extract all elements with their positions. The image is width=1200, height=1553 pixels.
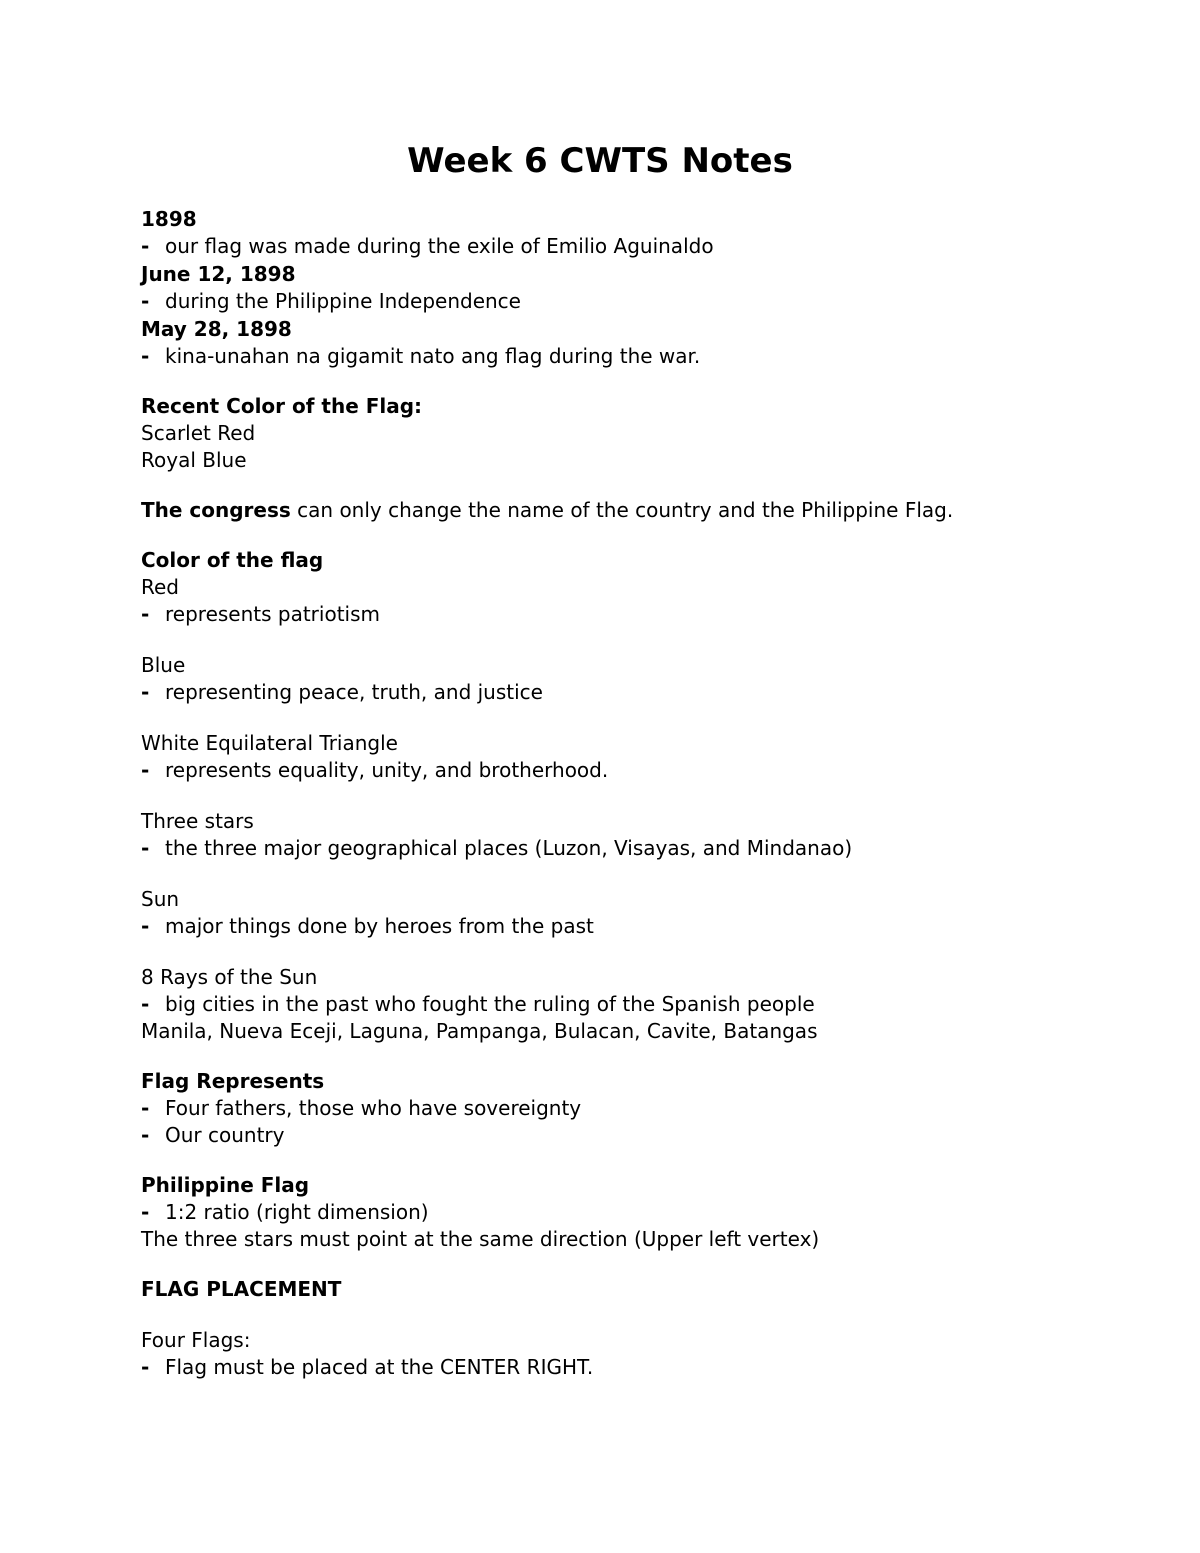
bullet-dash: - (141, 836, 150, 860)
bullet-dash: - (141, 602, 150, 626)
section-heading: FLAG PLACEMENT (141, 1277, 342, 1301)
section-heading: Color of the flag (141, 548, 324, 572)
bullet-dash: - (141, 992, 150, 1016)
bullet-text: Our country (165, 1123, 285, 1147)
bullet-item (141, 343, 1141, 370)
bullet-dash: - (141, 1355, 150, 1379)
bullet-item (141, 913, 1141, 940)
paragraph-bold-lead: The congress (141, 498, 291, 522)
bullet-item (141, 1354, 1141, 1381)
list-item: Royal Blue (141, 448, 247, 472)
section-heading: Flag Represents (141, 1069, 325, 1093)
cities-list: Manila, Nueva Eceji, Laguna, Pampanga, Bulacan, Cavite, Batangas (141, 1019, 818, 1043)
paragraph (141, 497, 1141, 524)
bullet-dash: - (141, 914, 150, 938)
bullet-item (141, 601, 1141, 628)
section-heading: Philippine Flag (141, 1173, 310, 1197)
bullet-text: our flag was made during the exile of Emilio Aguinaldo (165, 234, 714, 258)
section-heading: Recent Color of the Flag: (141, 394, 423, 418)
bullet-text: kina-unahan na gigamit nato ang flag during the war. (165, 344, 701, 368)
bullet-dash: - (141, 289, 150, 313)
bullet-text: represents equality, unity, and brotherhood. (165, 758, 609, 782)
notes-body (141, 205, 1141, 1381)
bullet-text: Four fathers, those who have sovereignty (165, 1096, 582, 1120)
bullet-dash: - (141, 1200, 150, 1224)
bullet-dash: - (141, 344, 150, 368)
bullet-text: representing peace, truth, and justice (165, 680, 543, 704)
page-title: Week 6 CWTS Notes (407, 141, 793, 181)
bullet-item (141, 233, 1141, 260)
item-label: 8 Rays of the Sun (141, 965, 318, 989)
bullet-item (141, 1122, 1141, 1149)
bullet-text: major things done by heroes from the past (165, 914, 594, 938)
bullet-item (141, 288, 1141, 315)
item-label: Four Flags: (141, 1328, 251, 1352)
bullet-item (141, 1199, 1141, 1226)
bullet-text: represents patriotism (165, 602, 380, 626)
bullet-item (141, 679, 1141, 706)
bullet-text: big cities in the past who fought the ruling of the Spanish people (165, 992, 815, 1016)
bullet-dash: - (141, 680, 150, 704)
bullet-item (141, 991, 1141, 1018)
date-heading: May 28, 1898 (141, 317, 292, 341)
item-label: Red (141, 575, 179, 599)
item-label: White Equilateral Triangle (141, 731, 398, 755)
item-label: Blue (141, 653, 186, 677)
bullet-dash: - (141, 1123, 150, 1147)
date-heading: June 12, 1898 (141, 262, 296, 286)
bullet-text: Flag must be placed at the CENTER RIGHT. (165, 1355, 594, 1379)
bullet-item (141, 1095, 1141, 1122)
paragraph-text: can only change the name of the country and the Philippine Flag. (290, 498, 954, 522)
bullet-item (141, 757, 1141, 784)
bullet-dash: - (141, 1096, 150, 1120)
bullet-dash: - (141, 758, 150, 782)
bullet-text: during the Philippine Independence (165, 289, 521, 313)
bullet-item (141, 835, 1141, 862)
date-heading: 1898 (141, 207, 197, 231)
bullet-dash: - (141, 234, 150, 258)
item-label: Three stars (141, 809, 254, 833)
item-label: Sun (141, 887, 180, 911)
paragraph: The three stars must point at the same direction (Upper left vertex) (141, 1227, 820, 1251)
list-item: Scarlet Red (141, 421, 256, 445)
bullet-text: 1:2 ratio (right dimension) (165, 1200, 429, 1224)
bullet-text: the three major geographical places (Luzon, Visayas, and Mindanao) (165, 836, 853, 860)
